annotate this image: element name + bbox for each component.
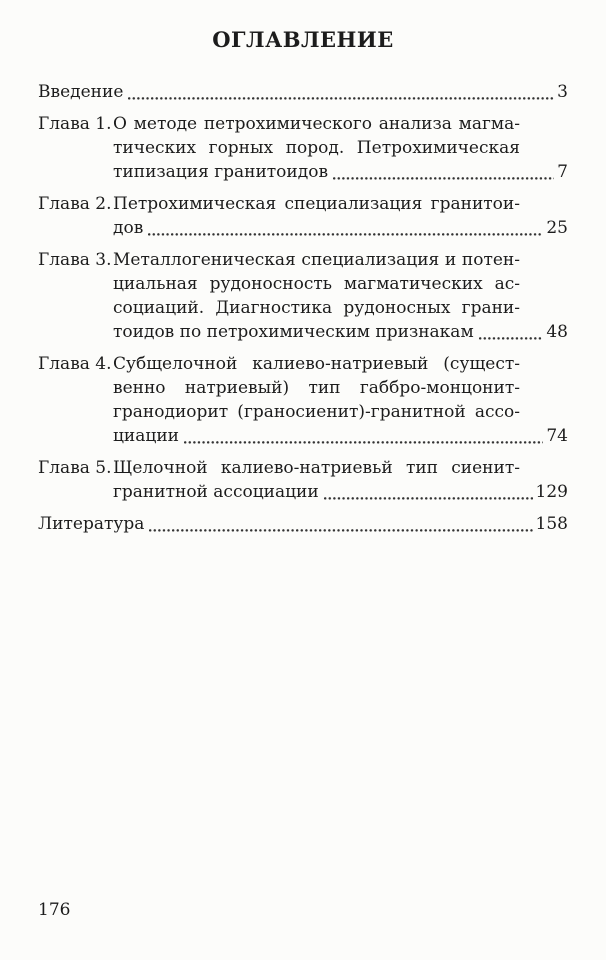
toc-entry (38, 80, 568, 104)
toc-entry-line: социаций. Диагностика рудоносных грани- (113, 298, 520, 318)
toc-entry-body (38, 80, 568, 104)
toc-entry-lastline-text: тоидов по петрохимическим признакам (113, 322, 474, 342)
dot-leader (333, 160, 554, 184)
toc-entry-page: 3 (557, 82, 568, 102)
toc-entry-lastline-text: циации (113, 426, 179, 446)
toc-entry-lastline (113, 424, 568, 448)
toc-entry-line: циальная рудоносность магматических ас- (113, 274, 520, 294)
toc-entry-label: Глава 5. (38, 458, 112, 478)
toc-entry-label: Глава 1. (38, 114, 112, 134)
toc-entry (38, 248, 568, 344)
toc-entry-lastline-text: гранитной ассоциации (113, 482, 319, 502)
toc-entry-lastline-text: типизация гранитоидов (113, 162, 329, 182)
toc-entry-line: О методе петрохимического анализа магма- (113, 114, 520, 134)
toc-entry-lastline (113, 320, 568, 344)
toc-entry-body (113, 352, 568, 448)
page-title: ОГЛАВЛЕНИЕ (212, 27, 394, 52)
toc-entries (38, 80, 568, 544)
toc-entry-lastline-text: Введение (38, 82, 124, 102)
toc-entry-line: тических горных пород. Петрохимическая (113, 138, 520, 158)
toc-entry-page: 48 (546, 322, 568, 342)
toc-entry-line: Щелочной калиево-натриевьй тип сиенит- (113, 458, 520, 478)
toc-entry-lastline-text: Литература (38, 514, 145, 534)
toc-entry-line: Металлогеническая специализация и потен- (113, 250, 520, 270)
toc-entry-page: 25 (546, 218, 568, 238)
dot-leader (479, 320, 544, 344)
toc-entry-line: венно натриевый) тип габбро-монцонит- (113, 378, 520, 398)
toc-entry-page: 74 (546, 426, 568, 446)
toc-entry-lastline (113, 160, 568, 184)
toc-entry-body (113, 192, 568, 240)
toc-entry-page: 158 (535, 514, 568, 534)
dot-leader (149, 512, 532, 536)
dot-leader (184, 424, 543, 448)
toc-entry-lastline-text: дов (113, 218, 144, 238)
toc-entry-page: 129 (535, 482, 568, 502)
page-number: 176 (38, 900, 71, 920)
toc-entry (38, 112, 568, 184)
toc-entry-label: Глава 3. (38, 250, 112, 270)
toc-entry-page: 7 (557, 162, 568, 182)
dot-leader (148, 216, 543, 240)
toc-entry-line: Петрохимическая специализация гранитои- (113, 194, 520, 214)
toc-entry-body (38, 512, 568, 536)
toc-entry-lastline (113, 480, 568, 504)
toc-entry-line: гранодиорит (граносиенит)-гранитной ассо- (113, 402, 520, 422)
toc-entry (38, 192, 568, 240)
dot-leader (324, 480, 533, 504)
toc-entry-line: Субщелочной калиево-натриевый (сущест- (113, 354, 520, 374)
toc-entry-label: Глава 4. (38, 354, 112, 374)
toc-entry (38, 456, 568, 504)
toc-entry-lastline (38, 512, 568, 536)
toc-entry-body (113, 248, 568, 344)
toc-entry-label: Глава 2. (38, 194, 112, 214)
toc-entry-lastline (113, 216, 568, 240)
toc-entry (38, 352, 568, 448)
toc-entry-lastline (38, 80, 568, 104)
toc-entry-body (113, 112, 568, 184)
dot-leader (128, 80, 554, 104)
toc-entry (38, 512, 568, 536)
toc-entry-body (113, 456, 568, 504)
